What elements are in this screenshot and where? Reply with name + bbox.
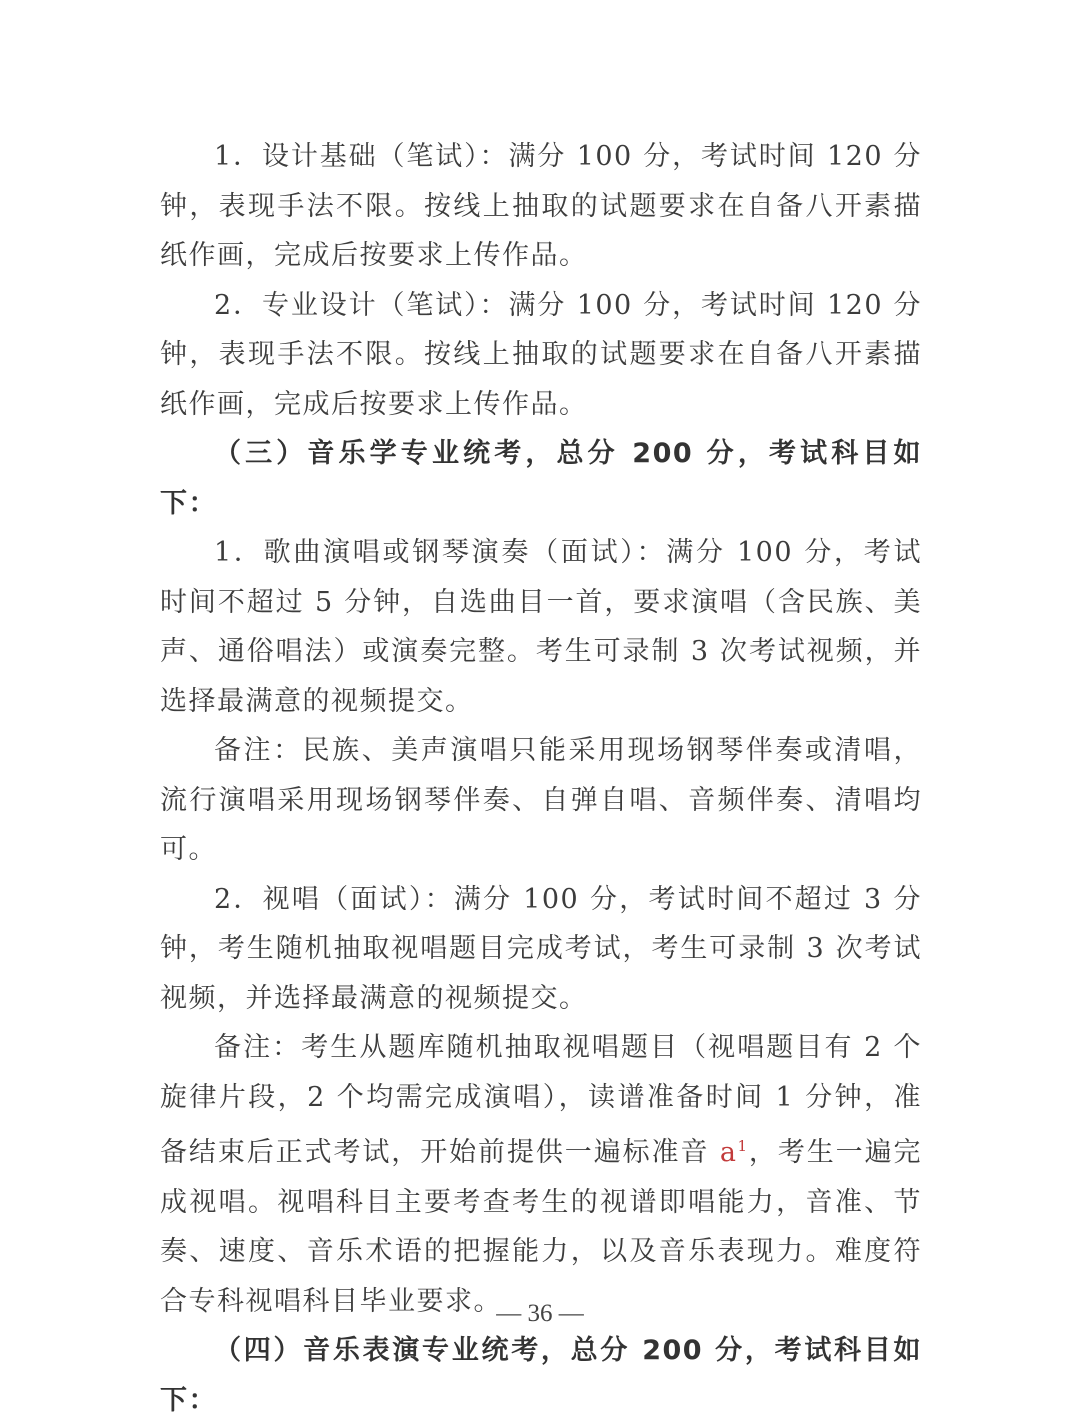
note-text-part-1: 备注：考生从题库随机抽取视唱题目（视唱题目有 2 个旋律片段，2 个均需完成演唱），读谱准备时间 1 分钟，准备结束后正式考试，开始前提供一遍标准音	[160, 1032, 922, 1168]
paragraph-sight-singing: 2．视唱（面试）：满分 100 分，考试时间不超过 3 分钟，考生随机抽取视唱题目完成考试，考生可录制 3 次考试视频，并选择最满意的视频提交。	[160, 883, 922, 1014]
standard-pitch	[720, 1137, 749, 1168]
paragraph-design-basics: 1．设计基础（笔试）：满分 100 分，考试时间 120 分钟，表现手法不限。按线上抽取的试题要求在自备八开素描纸作画，完成后按要求上传作品。	[160, 141, 922, 271]
document-body	[160, 132, 922, 1425]
paragraph-note-accompaniment: 备注：民族、美声演唱只能采用现场钢琴伴奏或清唱，流行演唱采用现场钢琴伴奏、自弹自唱、音频伴奏、清唱均可。	[160, 735, 922, 865]
paragraph-note-sight-singing	[160, 1023, 922, 1326]
note-text-part-2: ，考生一遍完成视唱。视唱科目主要考查考生的视谱即唱能力，音准、节奏、速度、音乐术语的把握能力，以及音乐表现力。难度符合专科视唱科目毕业要求。	[160, 1137, 922, 1317]
section-heading-music-performance: （四）音乐表演专业统考，总分 200 分，考试科目如下：	[160, 1335, 922, 1416]
standard-pitch-note: a	[719, 1137, 738, 1168]
section-heading-musicology: （三）音乐学专业统考，总分 200 分，考试科目如下：	[160, 438, 922, 519]
paragraph-professional-design: 2．专业设计（笔试）：满分 100 分，考试时间 120 分钟，表现手法不限。按线上抽取的试题要求在自备八开素描纸作画，完成后按要求上传作品。	[160, 289, 922, 420]
page-number: — 36 —	[496, 1300, 584, 1327]
standard-pitch-superscript: 1	[737, 1137, 749, 1155]
paragraph-singing-or-piano: 1．歌曲演唱或钢琴演奏（面试）：满分 100 分，考试时间不超过 5 分钟，自选曲目一首，要求演唱（含民族、美声、通俗唱法）或演奏完整。考生可录制 3 次考试视频，并选择最满意的视频提交。	[160, 537, 922, 717]
